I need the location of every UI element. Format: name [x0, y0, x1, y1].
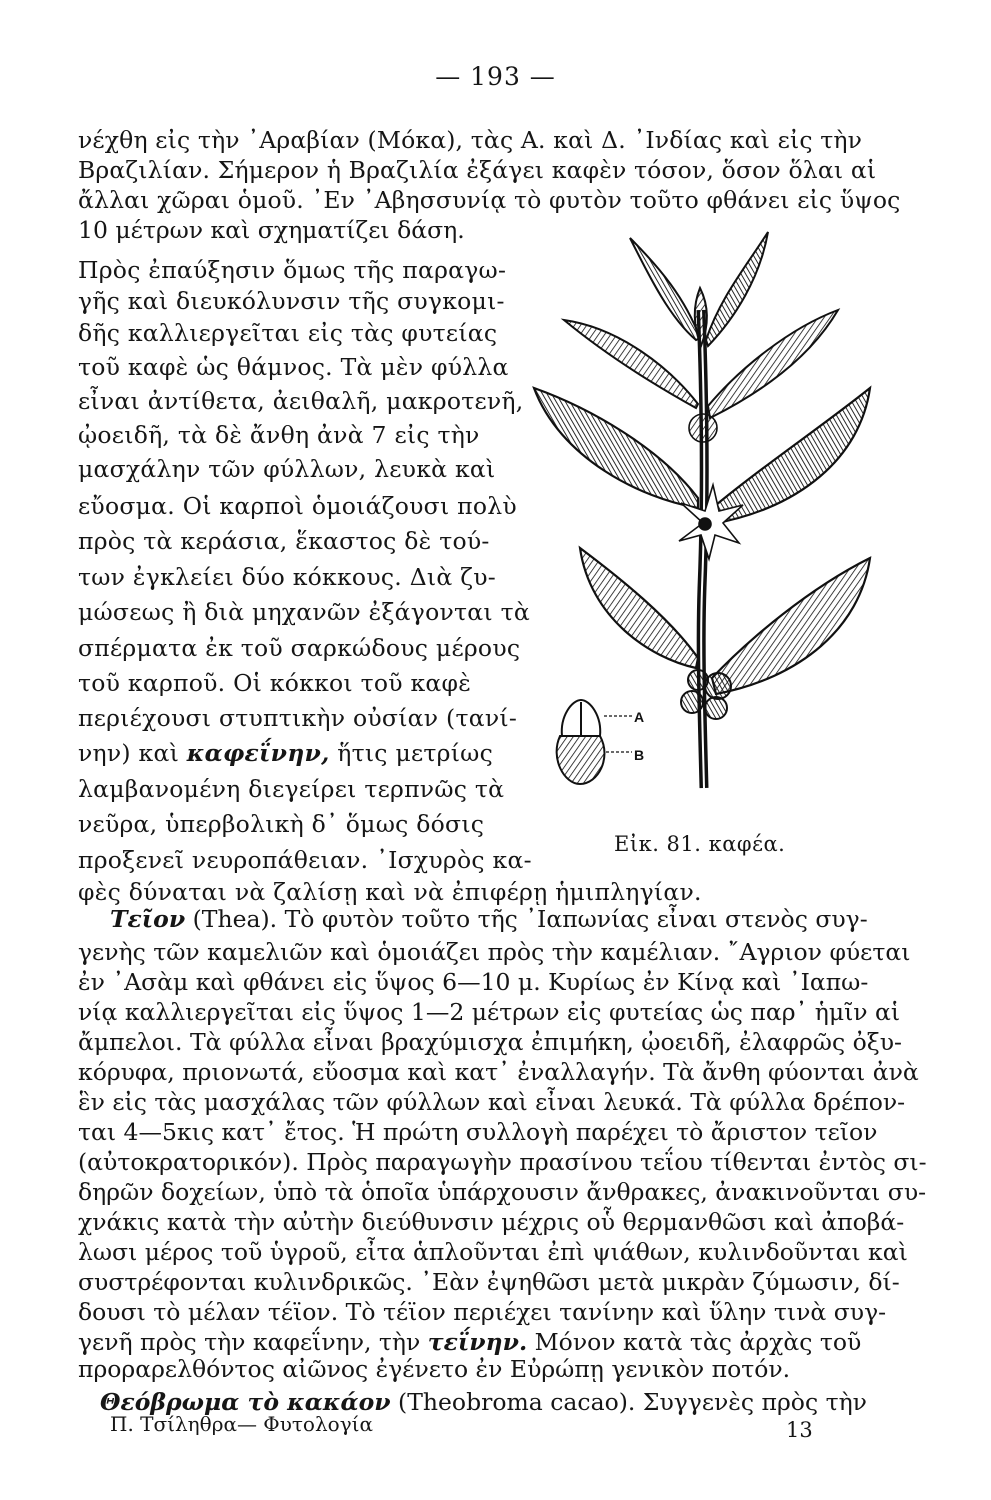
text-line: ἄμπελοι. Τὰ φύλλα εἶναι βραχύμισχα ἐπιμήκη, ᾠοειδῆ, ἐλαφρῶς ὀξυ- [78, 1028, 902, 1056]
text-line: δῆς καλλιεργεῖται εἰς τὰς φυτείας [78, 319, 498, 347]
text-run: (Theobroma cacao). Συγγενὲς πρὸς τὴν [390, 1388, 867, 1416]
text-line: λωσι μέρος τοῦ ὑγροῦ, εἶτα ἁπλοῦνται ἐπὶ ψιάθων, κυλινδοῦνται καὶ [78, 1238, 908, 1266]
text-line: ᾠοειδῆ, τὰ δὲ ἄνθη ἀνὰ 7 εἰς τὴν [78, 421, 480, 449]
text-line: περιέχουσι στυπτικὴν οὐσίαν (τανί- [78, 704, 518, 732]
text-line: των ἐγκλείει δύο κόκκους. Διὰ ζυ- [78, 563, 496, 591]
text-line: γῆς καὶ διευκόλυνσιν τῆς συγκομι- [78, 287, 505, 315]
figure-label-b: B [634, 747, 645, 763]
cut-fruit [557, 700, 605, 784]
text-line: λαμβανομένη διεγείρει τερπνῶς τὰ [78, 775, 505, 803]
figure-label-a: A [634, 709, 645, 725]
text-line: σπέρματα ἐκ τοῦ σαρκώδους μέρους [78, 634, 521, 662]
text-line: Πρὸς ἐπαύξησιν ὅμως τῆς παραγω- [78, 256, 507, 284]
tea-heading: Τεῖον [110, 905, 186, 933]
text-line: μώσεως ἢ διὰ μηχανῶν ἐξάγονται τὰ [78, 598, 530, 626]
text-run: γενῆ πρὸς τὴν καφεΐνην, τὴν [78, 1328, 421, 1356]
text-line: φὲς δύναται νὰ ζαλίσῃ καὶ νὰ ἐπιφέρῃ ἡμιπληγίαν. [78, 878, 702, 906]
cacao-heading: Θεόβρωμα τὸ κακάον [100, 1388, 391, 1416]
coffee-plant-illustration [520, 228, 900, 808]
text-line: πρὸς τὰ κεράσια, ἕκαστος δὲ τού- [78, 527, 490, 555]
text-line: ται 4—5κις κατ᾿ ἔτος. Ἡ πρώτη συλλογὴ παρέχει τὸ ἄριστον τεῖον [78, 1118, 878, 1146]
text-line: τοῦ καφὲ ὡς θάμνος. Τὰ μὲν φύλλα [78, 353, 509, 381]
text-line: γενὴς τῶν καμελιῶν καὶ ὁμοιάζει πρὸς τὴν καμέλιαν. ῎Αγριον φύεται [78, 938, 911, 966]
text-run: ἥτις μετρίως [329, 739, 493, 767]
text-line: κόρυφα, πριονωτά, εὔοσμα καὶ κατ᾿ ἐναλλαγήν. Τὰ ἄνθη φύονται ἀνὰ [78, 1058, 919, 1086]
text-line: νεῦρα, ὑπερβολικὴ δ᾿ ὅμως δόσις [78, 810, 485, 838]
text-run: Μόνον κατὰ τὰς ἀρχὰς τοῦ [527, 1328, 862, 1356]
text-line [78, 739, 493, 767]
text-line [110, 905, 868, 933]
text-line: τοῦ καρποῦ. Οἱ κόκκοι τοῦ καφὲ [78, 669, 472, 697]
text-line: ἄλλαι χῶραι ὁμοῦ. ᾿Εν ᾿Αβησσυνίᾳ τὸ φυτὸν τοῦτο φθάνει εἰς ὕψος [78, 186, 901, 214]
text-line: προραρελθόντος αἰῶνος ἐγένετο ἐν Εὐρώπῃ γενικὸν ποτόν. [78, 1355, 791, 1383]
text-line: Βραζιλίαν. Σήμερον ἡ Βραζιλία ἐξάγει καφὲν τόσον, ὅσον ὅλαι αἱ [78, 156, 877, 184]
text-line [78, 1328, 861, 1356]
theine-term: τεΐνην. [427, 1328, 528, 1356]
text-run: (Thea). Τὸ φυτὸν τοῦτο τῆς ᾿Ιαπωνίας εἶναι στενὸς συγ- [185, 905, 868, 933]
figure-caption: Εἰκ. 81. καφέα. [614, 832, 786, 856]
text-line: χνάκις κατὰ τὴν αὐτὴν διεύθυνσιν μέχρις οὗ θερμανθῶσι καὶ ἀποβά- [78, 1208, 905, 1236]
text-line: δουσι τὸ μέλαν τέϊον. Τὸ τέϊον περιέχει τανίνην καὶ ὕλην τινὰ συγ- [78, 1298, 887, 1326]
text-line: εὔοσμα. Οἱ καρποὶ ὁμοιάζουσι πολὺ [78, 492, 517, 520]
text-line: ἓν εἰς τὰς μασχάλας τῶν φύλλων καὶ εἶναι λευκά. Τὰ φύλλα δρέπον- [78, 1088, 906, 1116]
text-line: ἐν ᾿Ασὰμ καὶ φθάνει εἰς ὕψος 6—10 μ. Κυρίως ἐν Κίνᾳ καὶ ᾿Ιαπω- [78, 968, 869, 996]
footer-author: Π. Τσίληθρα— Φυτολογία [110, 1412, 373, 1436]
text-line: συστρέφονται κυλινδρικῶς. ᾿Εὰν ἐψηθῶσι μετὰ μικρὰν ζύμωσιν, δί- [78, 1268, 900, 1296]
page-number: — 193 — [435, 62, 556, 91]
text-line: δηρῶν δοχείων, ὑπὸ τὰ ὁποῖα ὑπάρχουσιν ἄνθρακες, ἀνακινοῦνται συ- [78, 1178, 927, 1206]
text-line: εἶναι ἀντίθετα, ἀειθαλῆ, μακροτενῆ, [78, 387, 524, 415]
caffeine-term: καφεΐνην, [186, 739, 330, 767]
text-line: νέχθη εἰς τὴν ᾿Αραβίαν (Μόκα), τὰς Α. καὶ Δ. ᾿Ινδίας καὶ εἰς τὴν [78, 126, 863, 154]
text-line: (αὐτοκρατορικόν). Πρὸς παραγωγὴν πρασίνου τεΐου τίθενται ἐντὸς σι- [78, 1148, 927, 1176]
text-line: νίᾳ καλλιεργεῖται εἰς ὕψος 1—2 μέτρων εἰς φυτείας ὡς παρ᾿ ἡμῖν αἱ [78, 998, 901, 1026]
text-run: νην) καὶ [78, 739, 180, 767]
footer-signature-number: 13 [786, 1418, 813, 1442]
text-line: 10 μέτρων καὶ σχηματίζει δάση. [78, 216, 465, 244]
text-line: μασχάλην τῶν φύλλων, λευκὰ καὶ [78, 455, 496, 483]
text-line: προξενεῖ νευροπάθειαν. ᾿Ισχυρὸς κα- [78, 846, 532, 874]
